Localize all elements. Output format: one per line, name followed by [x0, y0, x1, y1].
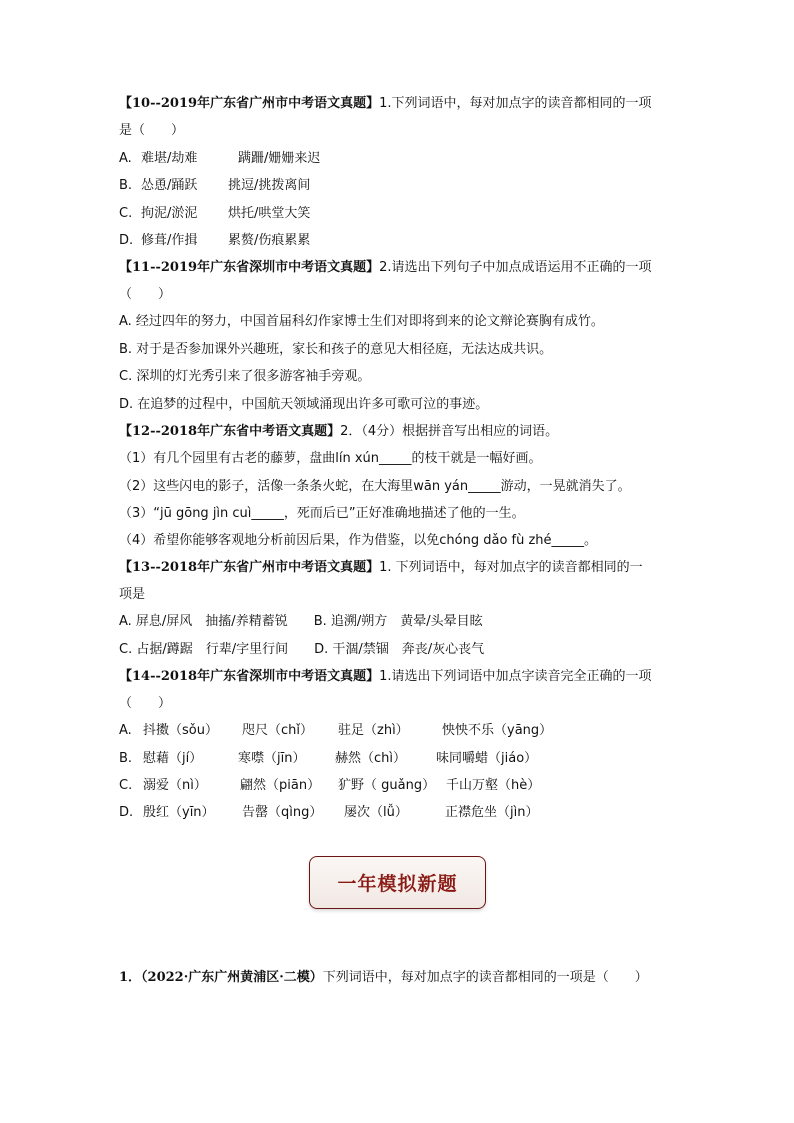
q11-option-a: A. 经过四年的努力，中国首届科幻作家博士生们对即将到来的论文辩论赛胸有成竹。	[119, 314, 604, 329]
q13-stem-line	[119, 559, 679, 577]
section-banner: 一年模拟新题	[309, 856, 486, 909]
q12-header: 【12--2018年广东省中考语文真题】	[119, 424, 341, 439]
q13-options-ab: A. 屏息/屏风 抽搐/养精蓄锐 B. 追溯/朔方 黄晕/头晕目眩	[119, 614, 483, 629]
q14-stem-cont: （ ）	[119, 696, 172, 711]
q10-stem-line	[119, 95, 679, 113]
q1-stem-line	[119, 969, 679, 987]
q12-stem: 2．（4分）根据拼音写出相应的词语。	[340, 424, 559, 439]
q13-options-cd: C. 占据/蹲踞 行辈/字里行间 D. 干涸/禁锢 奔丧/灰心丧气	[119, 642, 485, 657]
q1-source: （2022·广东广州黄浦区·二模）	[141, 970, 323, 985]
q10-option-c: C. 拘泥/淤泥 烘托/哄堂大笑	[119, 206, 311, 221]
q14-stem-line	[119, 668, 679, 686]
q11-option-b: B. 对于是否参加课外兴趣班，家长和孩子的意见大相径庭，无法达成共识。	[119, 342, 553, 357]
q12-item-1: （1）有几个园里有古老的藤萝，盘曲lín xún_____的枝干就是一幅好画。	[119, 451, 542, 466]
q10-option-b: B. 怂恿/踊跃 挑逗/挑拨离间	[119, 178, 311, 193]
q10-stem-cont: 是（ ）	[119, 123, 185, 138]
q11-option-c: C. 深圳的灯光秀引来了很多游客袖手旁观。	[119, 369, 371, 384]
q14-option-a: A. 抖擞（sǒu） 咫尺（chǐ） 驻足（zhì） 怏怏不乐（yāng）	[119, 723, 553, 738]
q12-item-3: （3）“jū gōng jìn cuì_____，死而后已”正好准确地描述了他的一生。	[119, 506, 525, 521]
q13-stem-cont: 项是	[119, 587, 146, 602]
q14-option-c: C. 溺爱（nì） 翩然（piān） 犷野（ guǎng） 千山万壑（hè）	[119, 778, 541, 793]
q13-header: 【13--2018年广东省广州市中考语文真题】	[119, 560, 380, 575]
q14-option-d: D. 殷红（yīn） 告罄（qìng） 屡次（lǚ） 正襟危坐（jìn）	[119, 805, 539, 820]
q14-header: 【14--2018年广东省深圳市中考语文真题】	[119, 669, 380, 684]
q10-option-a: A. 难堪/劫难 蹒跚/姗姗来迟	[119, 151, 321, 166]
q1-stem: 下列词语中，每对加点字的读音都相同的一项是（ ）	[322, 970, 648, 985]
q12-item-2: （2）这些闪电的影子，活像一条条火蛇，在大海里wān yán_____游动，一晃就消失了。	[119, 479, 631, 494]
q14-option-b: B. 慰藉（jí） 寒噤（jīn） 赫然（chì） 味同嚼蜡（jiáo）	[119, 751, 538, 766]
q11-stem: 2.请选出下列句子中加点成语运用不正确的一项	[379, 260, 652, 275]
q1-number: 1．	[119, 970, 142, 985]
q11-stem-cont: （ ）	[119, 287, 172, 302]
q11-header: 【11--2019年广东省深圳市中考语文真题】	[119, 260, 380, 275]
q12-item-4: （4）希望你能够客观地分析前因后果，作为借鉴，以免chóng dǎo fù zhé_____。	[119, 533, 598, 548]
q11-option-d: D. 在追梦的过程中，中国航天领域涌现出许多可歌可泣的事迹。	[119, 397, 489, 412]
q11-stem-line	[119, 259, 679, 277]
q13-stem: 1. 下列词语中，每对加点字的读音都相同的一	[379, 560, 643, 575]
q14-stem: 1.请选出下列词语中加点字读音完全正确的一项	[379, 669, 652, 684]
q10-stem: 1.下列词语中，每对加点字的读音都相同的一项	[379, 96, 652, 111]
q12-stem-line	[119, 423, 679, 441]
q10-header: 【10--2019年广东省广州市中考语文真题】	[119, 96, 380, 111]
q10-option-d: D. 修葺/作揖 累赘/伤痕累累	[119, 233, 311, 248]
